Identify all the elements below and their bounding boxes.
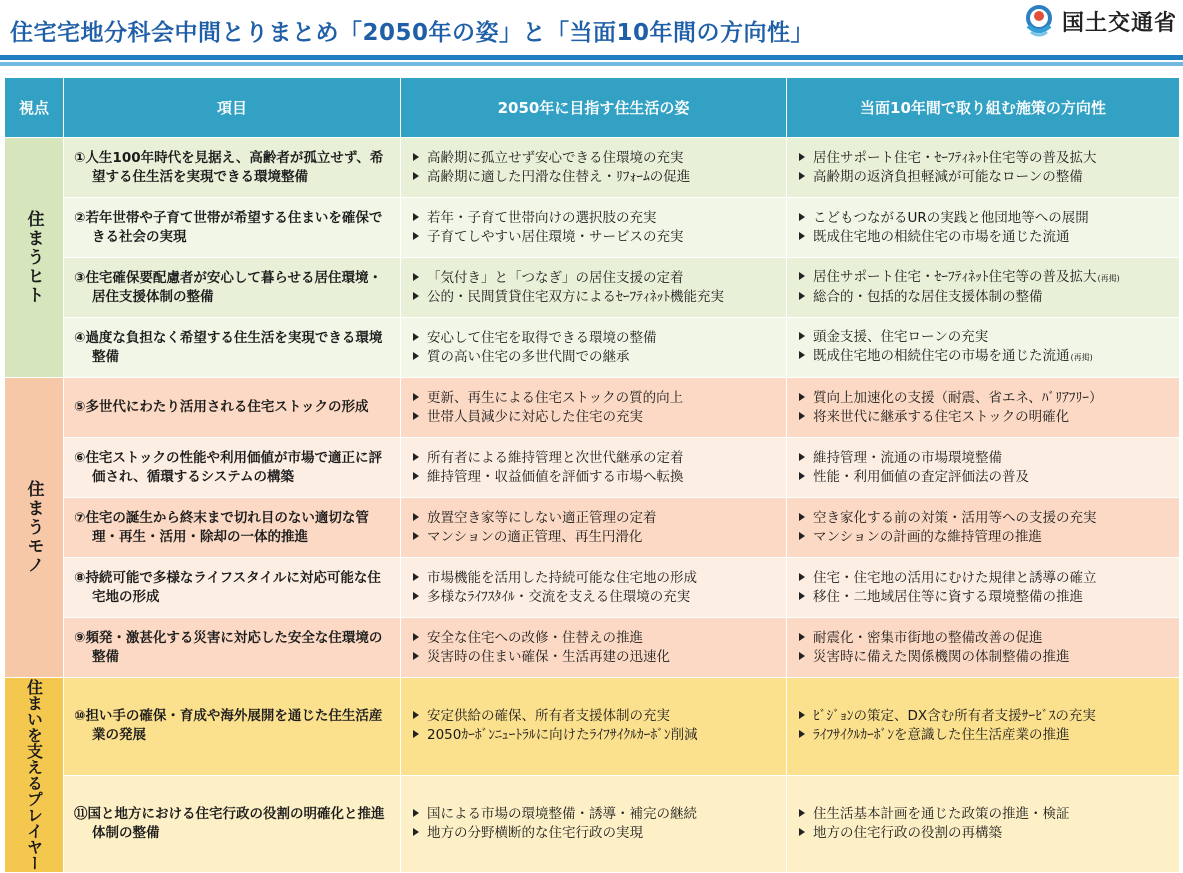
vision-bullet — [413, 228, 778, 247]
item-cell — [64, 775, 401, 873]
vision-cell — [401, 258, 787, 318]
policy-cell — [787, 198, 1180, 258]
item-cell — [64, 138, 401, 198]
item-number: ⑦ — [74, 509, 86, 526]
triangle-bullet-icon — [799, 272, 805, 280]
triangle-bullet-icon — [413, 532, 419, 540]
policy-cell — [787, 678, 1180, 776]
policy-bullet-text: 性能・利用価値の査定評価法の普及 — [813, 468, 1029, 485]
triangle-bullet-icon — [413, 352, 419, 360]
vision-cell — [401, 678, 787, 776]
vision-bullet-text: 高齢期に適した円滑な住替え・ﾘﾌｫｰﾑの促進 — [427, 168, 691, 185]
policy-bullet-text: 空き家化する前の対策・活用等への支援の充実 — [813, 509, 1097, 526]
triangle-bullet-icon — [799, 472, 805, 480]
triangle-bullet-icon — [799, 172, 805, 180]
table-row — [5, 258, 1180, 318]
item-number: ⑨ — [74, 629, 86, 646]
policy-cell — [787, 775, 1180, 873]
item-title: 頻発・激甚化する災害に対応した安全な住環境の整備 — [85, 629, 383, 665]
policy-bullet-text: 既成住宅地の相続住宅の市場を通じた流通 — [813, 348, 1070, 364]
vision-bullet — [413, 449, 778, 468]
column-header-policy-10yr: 当面10年間で取り組む施策の方向性 — [787, 78, 1180, 138]
policy-bullet — [799, 528, 1171, 547]
table-row — [5, 558, 1180, 618]
policy-bullet — [799, 328, 1171, 347]
column-header-viewpoint: 視点 — [5, 78, 64, 138]
policy-cell — [787, 498, 1180, 558]
policy-bullet-text: こどもつながるURの実践と他団地等への展開 — [813, 209, 1089, 226]
triangle-bullet-icon — [413, 153, 419, 161]
triangle-bullet-icon — [413, 513, 419, 521]
triangle-bullet-icon — [799, 828, 805, 836]
item-number: ⑩ — [74, 708, 86, 725]
table-row — [5, 678, 1180, 776]
vision-bullet-text: 更新、再生による住宅ストックの質的向上 — [427, 389, 684, 406]
item-title: 住宅の誕生から終末まで切れ目のない適切な管理・再生・活用・除却の一体的推進 — [85, 509, 369, 545]
item-number: ⑪ — [74, 805, 88, 822]
triangle-bullet-icon — [413, 333, 419, 341]
reprint-note: (再掲) — [1097, 274, 1120, 283]
vision-cell — [401, 318, 787, 378]
triangle-bullet-icon — [413, 472, 419, 480]
policy-bullet — [799, 805, 1171, 824]
vision-bullet — [413, 726, 778, 745]
triangle-bullet-icon — [413, 292, 419, 300]
vision-bullet — [413, 707, 778, 726]
triangle-bullet-icon — [413, 652, 419, 660]
vision-bullet-text: 安心して住宅を取得できる環境の整備 — [427, 329, 657, 346]
vision-bullet — [413, 629, 778, 648]
vision-bullet-text: 若年・子育て世帯向けの選択肢の充実 — [427, 209, 657, 226]
header-rule-light — [0, 62, 1183, 66]
vision-cell — [401, 498, 787, 558]
item-text — [74, 149, 392, 187]
table-header-row — [5, 78, 1180, 138]
policy-bullet — [799, 707, 1171, 726]
triangle-bullet-icon — [413, 711, 419, 719]
policy-bullet-text: 将来世代に継承する住宅ストックの明確化 — [813, 408, 1070, 425]
item-number: ⑧ — [74, 569, 86, 586]
vision-bullet — [413, 348, 778, 367]
triangle-bullet-icon — [799, 153, 805, 161]
vision-bullet-text: 維持管理・収益価値を評価する市場へ転換 — [427, 468, 684, 485]
item-text — [74, 509, 392, 547]
triangle-bullet-icon — [799, 592, 805, 600]
item-cell — [64, 318, 401, 378]
triangle-bullet-icon — [413, 213, 419, 221]
item-cell — [64, 198, 401, 258]
vision-bullet-text: 国による市場の環境整備・誘導・補完の継続 — [427, 805, 697, 822]
item-number: ⑤ — [74, 399, 86, 415]
vision-bullet-text: 地方の分野横断的な住宅行政の実現 — [427, 824, 643, 841]
policy-cell — [787, 618, 1180, 678]
triangle-bullet-icon — [799, 393, 805, 401]
policy-bullet — [799, 588, 1171, 607]
item-text — [74, 269, 392, 307]
vision-bullet — [413, 468, 778, 487]
policy-cell — [787, 558, 1180, 618]
vision-cell — [401, 438, 787, 498]
vision-bullet-text: 市場機能を活用した持続可能な住宅地の形成 — [427, 569, 697, 586]
item-text — [74, 398, 392, 417]
policy-cell — [787, 378, 1180, 438]
policy-bullet-text: 地方の住宅行政の役割の再構築 — [813, 824, 1002, 841]
vision-bullet-text: 質の高い住宅の多世代間での継承 — [427, 348, 630, 365]
vision-bullet-text: 公的・民間賃貸住宅双方によるｾｰﾌﾃｨﾈｯﾄ機能充実 — [427, 288, 724, 305]
policy-bullet — [799, 228, 1171, 247]
item-number: ③ — [74, 269, 86, 286]
vision-cell — [401, 558, 787, 618]
vision-cell — [401, 198, 787, 258]
vision-bullet — [413, 168, 778, 187]
item-text — [74, 329, 392, 367]
header-rule — [0, 55, 1183, 60]
mlit-emblem-icon — [1022, 4, 1056, 38]
vision-bullet — [413, 408, 778, 427]
table-row — [5, 438, 1180, 498]
table-row — [5, 498, 1180, 558]
vision-bullet — [413, 528, 778, 547]
policy-bullet — [799, 726, 1171, 745]
item-cell — [64, 438, 401, 498]
policy-bullet-text: ﾗｲﾌｻｲｸﾙｶｰﾎﾞﾝを意識した住生活産業の推進 — [813, 727, 1070, 744]
policy-bullet — [799, 268, 1171, 288]
table-row — [5, 318, 1180, 378]
policy-bullet — [799, 629, 1171, 648]
page-title: 住宅宅地分科会中間とりまとめ「2050年の姿」と「当面10年間の方向性」 — [10, 20, 815, 46]
policy-bullet — [799, 168, 1171, 187]
vision-bullet-text: マンションの適正管理、再生円滑化 — [427, 528, 643, 545]
reprint-note: (再掲) — [1070, 353, 1093, 362]
triangle-bullet-icon — [799, 351, 805, 359]
item-cell — [64, 378, 401, 438]
item-text — [74, 629, 392, 667]
policy-bullet-text: 住生活基本計画を通じた政策の推進・検証 — [813, 805, 1070, 822]
policy-table — [4, 77, 1180, 873]
table-row — [5, 378, 1180, 438]
triangle-bullet-icon — [413, 573, 419, 581]
item-number: ② — [74, 209, 86, 226]
item-number: ④ — [74, 329, 86, 346]
triangle-bullet-icon — [413, 273, 419, 281]
item-title: 持続可能で多様なライフスタイルに対応可能な住宅地の形成 — [85, 569, 381, 605]
triangle-bullet-icon — [799, 332, 805, 340]
item-text — [74, 209, 392, 247]
triangle-bullet-icon — [799, 292, 805, 300]
triangle-bullet-icon — [413, 412, 419, 420]
item-text — [74, 449, 392, 487]
item-number: ⑥ — [74, 449, 86, 466]
category-player: 住まいを支えるプレイヤー — [5, 678, 64, 873]
vision-bullet-text: 多様なﾗｲﾌｽﾀｲﾙ・交流を支える住環境の充実 — [427, 588, 691, 605]
item-title: 若年世帯や子育て世帯が希望する住まいを確保できる社会の実現 — [85, 209, 383, 245]
policy-bullet — [799, 408, 1171, 427]
policy-bullet — [799, 648, 1171, 667]
item-title: 住宅確保要配慮者が安心して暮らせる居住環境・居住支援体制の整備 — [85, 269, 383, 305]
policy-cell — [787, 318, 1180, 378]
vision-bullet-text: 災害時の住まい確保・生活再建の迅速化 — [427, 648, 670, 665]
item-text — [74, 805, 392, 843]
triangle-bullet-icon — [799, 730, 805, 738]
vision-bullet — [413, 588, 778, 607]
policy-bullet-text: 総合的・包括的な居住支援体制の整備 — [813, 289, 1043, 305]
vision-bullet — [413, 149, 778, 168]
policy-bullet-text: 高齢期の返済負担軽減が可能なローンの整備 — [813, 168, 1083, 185]
item-cell — [64, 678, 401, 776]
policy-bullet — [799, 824, 1171, 843]
category-mono: 住まうモノ — [5, 378, 64, 678]
policy-bullet-text: 居住サポート住宅・ｾｰﾌﾃｨﾈｯﾄ住宅等の普及拡大 — [813, 269, 1097, 285]
policy-cell — [787, 258, 1180, 318]
ministry-name: 国土交通省 — [1061, 10, 1177, 36]
triangle-bullet-icon — [413, 232, 419, 240]
policy-bullet-text: 耐震化・密集市街地の整備改善の促進 — [813, 629, 1043, 646]
policy-bullet — [799, 449, 1171, 468]
policy-bullet — [799, 347, 1171, 367]
policy-bullet-text: ﾋﾞｼﾞｮﾝの策定、DX含む所有者支援ｻｰﾋﾞｽの充実 — [813, 708, 1096, 725]
item-title: 国と地方における住宅行政の役割の明確化と推進体制の整備 — [87, 805, 385, 841]
ministry-logo — [1022, 4, 1177, 38]
table-row — [5, 138, 1180, 198]
triangle-bullet-icon — [413, 633, 419, 641]
item-cell — [64, 498, 401, 558]
policy-bullet — [799, 569, 1171, 588]
vision-bullet — [413, 805, 778, 824]
policy-bullet-text: 災害時に備えた関係機関の体制整備の推進 — [813, 648, 1070, 665]
table-row — [5, 618, 1180, 678]
vision-bullet — [413, 209, 778, 228]
item-title: 過度な負担なく希望する住生活を実現できる環境整備 — [85, 329, 383, 365]
triangle-bullet-icon — [799, 232, 805, 240]
vision-bullet — [413, 648, 778, 667]
triangle-bullet-icon — [413, 172, 419, 180]
vision-bullet-text: 世帯人員減少に対応した住宅の充実 — [427, 408, 643, 425]
item-text — [74, 569, 392, 607]
vision-cell — [401, 618, 787, 678]
vision-bullet-text: 安全な住宅への改修・住替えの推進 — [427, 629, 643, 646]
policy-bullet — [799, 389, 1171, 408]
vision-bullet — [413, 329, 778, 348]
vision-bullet — [413, 288, 778, 307]
vision-cell — [401, 775, 787, 873]
item-title: 人生100年時代を見据え、高齢者が孤立せず、希望する住生活を実現できる環境整備 — [85, 149, 384, 185]
vision-cell — [401, 138, 787, 198]
item-title: 担い手の確保・育成や海外展開を通じた住生活産業の発展 — [85, 708, 383, 744]
item-title: 多世代にわたり活用される住宅ストックの形成 — [85, 399, 369, 415]
policy-bullet — [799, 149, 1171, 168]
triangle-bullet-icon — [799, 532, 805, 540]
triangle-bullet-icon — [799, 213, 805, 221]
vision-bullet — [413, 824, 778, 843]
vision-bullet-text: 高齢期に孤立せず安心できる住環境の充実 — [427, 149, 684, 166]
triangle-bullet-icon — [799, 412, 805, 420]
table-row — [5, 198, 1180, 258]
triangle-bullet-icon — [799, 711, 805, 719]
policy-cell — [787, 138, 1180, 198]
item-cell — [64, 258, 401, 318]
vision-cell — [401, 378, 787, 438]
item-text — [74, 707, 392, 745]
policy-bullet-text: マンションの計画的な維持管理の推進 — [813, 528, 1042, 545]
policy-bullet-text: 移住・二地域居住等に資する環境整備の推進 — [813, 588, 1083, 605]
policy-bullet — [799, 209, 1171, 228]
column-header-vision-2050: 2050年に目指す住生活の姿 — [401, 78, 787, 138]
vision-bullet-text: 「気付き」と「つなぎ」の居住支援の定着 — [427, 269, 684, 286]
policy-bullet — [799, 509, 1171, 528]
policy-bullet — [799, 468, 1171, 487]
triangle-bullet-icon — [413, 592, 419, 600]
vision-bullet — [413, 509, 778, 528]
vision-bullet-text: 安定供給の確保、所有者支援体制の充実 — [427, 708, 670, 725]
triangle-bullet-icon — [799, 573, 805, 581]
table-row — [5, 775, 1180, 873]
vision-bullet — [413, 569, 778, 588]
triangle-bullet-icon — [413, 453, 419, 461]
vision-bullet — [413, 389, 778, 408]
vision-bullet-text: 放置空き家等にしない適正管理の定着 — [427, 509, 657, 526]
policy-bullet-text: 質向上加速化の支援（耐震、省エネ、ﾊﾞﾘｱﾌﾘｰ） — [813, 389, 1103, 406]
policy-bullet-text: 維持管理・流通の市場環境整備 — [813, 449, 1002, 466]
triangle-bullet-icon — [799, 513, 805, 521]
category-hito: 住まうヒト — [5, 138, 64, 378]
vision-bullet-text: 2050ｶｰﾎﾞﾝﾆｭｰﾄﾗﾙに向けたﾗｲﾌｻｲｸﾙｶｰﾎﾞﾝ削減 — [427, 727, 698, 744]
item-cell — [64, 618, 401, 678]
vision-bullet-text: 所有者による維持管理と次世代継承の定着 — [427, 449, 684, 466]
policy-bullet-text: 居住サポート住宅・ｾｰﾌﾃｨﾈｯﾄ住宅等の普及拡大 — [813, 149, 1097, 166]
vision-bullet — [413, 269, 778, 288]
policy-bullet — [799, 288, 1171, 307]
vision-bullet-text: 子育てしやすい居住環境・サービスの充実 — [427, 228, 684, 245]
policy-bullet-text: 頭金支援、住宅ローンの充実 — [813, 329, 989, 345]
triangle-bullet-icon — [413, 730, 419, 738]
triangle-bullet-icon — [799, 453, 805, 461]
item-cell — [64, 558, 401, 618]
policy-bullet-text: 既成住宅地の相続住宅の市場を通じた流通 — [813, 228, 1070, 245]
item-title: 住宅ストックの性能や利用価値が市場で適正に評価され、循環するシステムの構築 — [85, 449, 383, 485]
item-number: ① — [74, 149, 86, 166]
triangle-bullet-icon — [413, 393, 419, 401]
column-header-item: 項目 — [64, 78, 401, 138]
policy-bullet-text: 住宅・住宅地の活用にむけた規律と誘導の確立 — [813, 569, 1097, 586]
triangle-bullet-icon — [799, 652, 805, 660]
policy-cell — [787, 438, 1180, 498]
triangle-bullet-icon — [413, 828, 419, 836]
triangle-bullet-icon — [799, 633, 805, 641]
